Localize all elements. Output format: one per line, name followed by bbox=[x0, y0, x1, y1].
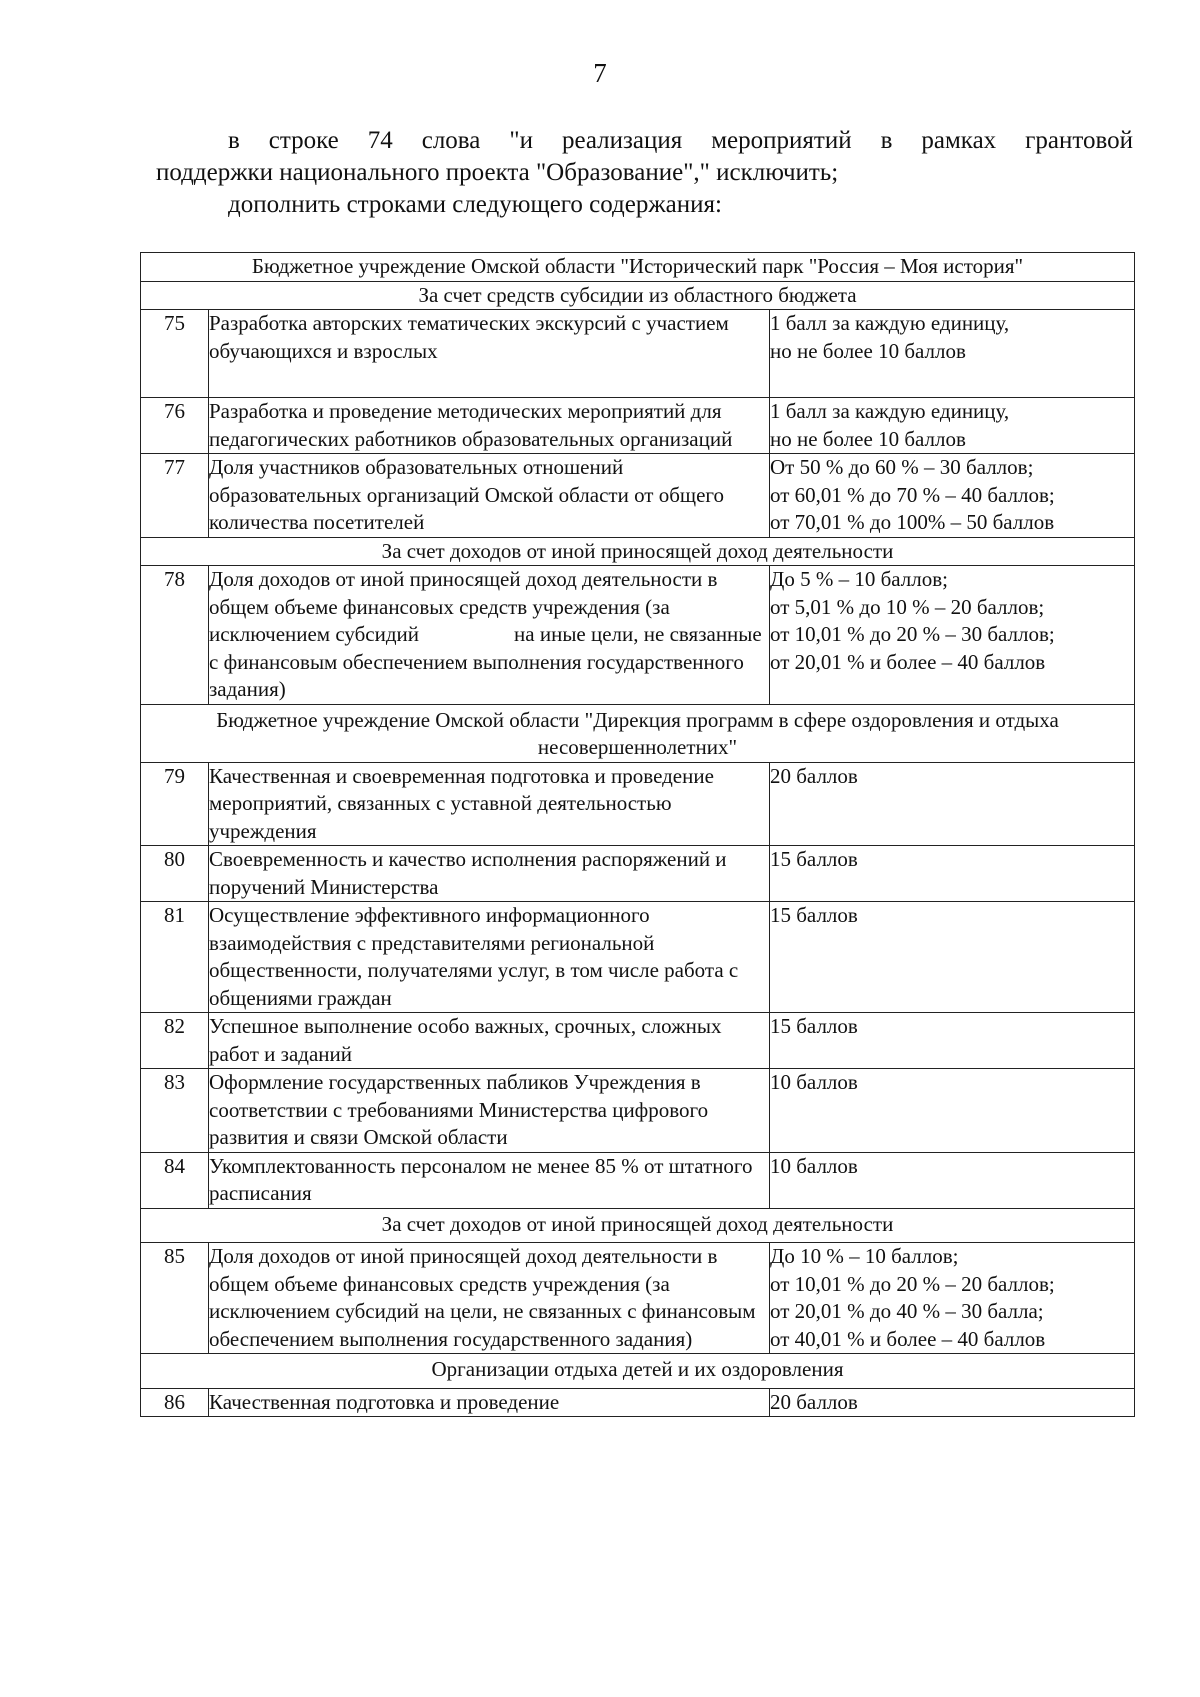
row-score: 15 баллов bbox=[770, 902, 1135, 1013]
row-number: 78 bbox=[141, 566, 209, 705]
funding-source-subsidy: За счет средств субсидии из областного бюджета bbox=[141, 281, 1135, 310]
description-part: на bbox=[514, 622, 535, 646]
row-number: 83 bbox=[141, 1069, 209, 1153]
row-score bbox=[770, 1243, 1135, 1354]
row-number: 75 bbox=[141, 310, 209, 398]
row-number: 79 bbox=[141, 762, 209, 846]
funding-source-income: За счет доходов от иной приносящей доход деятельности bbox=[141, 537, 1135, 566]
row-description: Качественная и своевременная подготовка и проведение мероприятий, связанных с уставной деятельностью учреждения bbox=[209, 762, 770, 846]
table-row bbox=[141, 902, 1135, 1013]
table-row bbox=[141, 1013, 1135, 1069]
funding-source-income: За счет доходов от иной приносящей доход деятельности bbox=[141, 1208, 1135, 1243]
row-description: Доля участников образовательных отношений образовательных организаций Омской области от общего количества посетителей bbox=[209, 454, 770, 538]
table-row bbox=[141, 454, 1135, 538]
row-score: 20 баллов bbox=[770, 762, 1135, 846]
org-header-recreation: Организации отдыха детей и их оздоровления bbox=[141, 1354, 1135, 1389]
score-line: от 10,01 % до 20 % – 30 баллов; bbox=[770, 622, 1055, 646]
score-line: но не более 10 баллов bbox=[770, 338, 966, 363]
funding-source-row bbox=[141, 1208, 1135, 1243]
org-header-directorate: Бюджетное учреждение Омской области "Дирекция программ в сфере оздоровления и отдыха несовершеннолетних" bbox=[141, 704, 1135, 762]
row-description: Разработка и проведение методических мероприятий для педагогических работников образовательных организаций bbox=[209, 398, 770, 454]
row-description: Качественная подготовка и проведение bbox=[209, 1388, 770, 1417]
intro-line-2: поддержки национального проекта "Образование"," исключить; bbox=[156, 159, 839, 186]
row-description: Укомплектованность персоналом не менее 85 % от штатного расписания bbox=[209, 1152, 770, 1208]
table-row bbox=[141, 566, 1135, 705]
score-line: но не более 10 баллов bbox=[770, 426, 966, 451]
row-number: 84 bbox=[141, 1152, 209, 1208]
score-line: от 70,01 % до 100% – 50 баллов bbox=[770, 510, 1055, 534]
row-score: 20 баллов bbox=[770, 1388, 1135, 1417]
intro-line-1: в строке 74 слова "и реализация мероприятий в рамках грантовой bbox=[228, 127, 1133, 154]
org-header-row bbox=[141, 253, 1135, 282]
table-row bbox=[141, 310, 1135, 398]
row-number: 80 bbox=[141, 846, 209, 902]
score-line: от 40,01 % и более – 40 баллов bbox=[770, 1326, 1046, 1351]
row-description: Оформление государственных пабликов Учреждения в соответствии с требованиями Министерства цифрового развития и связи Омской области bbox=[209, 1069, 770, 1153]
row-number: 86 bbox=[141, 1388, 209, 1417]
score-line: от 5,01 % до 10 % – 20 баллов; bbox=[770, 594, 1045, 619]
row-number: 85 bbox=[141, 1243, 209, 1354]
row-number: 81 bbox=[141, 902, 209, 1013]
table-row bbox=[141, 846, 1135, 902]
table-row bbox=[141, 1069, 1135, 1153]
row-description bbox=[209, 566, 770, 705]
intro-line-3: дополнить строками следующего содержания: bbox=[228, 191, 722, 218]
description-part: иные цели, не связанные с финансовым обеспечением выполнения государственного задания) bbox=[209, 622, 762, 701]
funding-source-row bbox=[141, 281, 1135, 310]
row-number: 76 bbox=[141, 398, 209, 454]
row-description: Успешное выполнение особо важных, срочных, сложных работ и заданий bbox=[209, 1013, 770, 1069]
table-row bbox=[141, 1152, 1135, 1208]
description-part: Доля доходов от иной приносящей доход деятельности в общем объеме финансовых средств учреждения (за исключением субсидий bbox=[209, 567, 718, 646]
score-line: от 20,01 % до 40 % – 30 балла; bbox=[770, 1299, 1044, 1323]
funding-source-row bbox=[141, 537, 1135, 566]
score-line: 1 балл за каждую единицу, bbox=[770, 311, 1010, 335]
row-score: 15 баллов bbox=[770, 846, 1135, 902]
row-score bbox=[770, 566, 1135, 705]
row-description: Своевременность и качество исполнения распоряжений и поручений Министерства bbox=[209, 846, 770, 902]
row-number: 82 bbox=[141, 1013, 209, 1069]
criteria-table bbox=[140, 252, 1135, 1417]
table-row bbox=[141, 1243, 1135, 1354]
row-description: Разработка авторских тематических экскурсий с участием обучающихся и взрослых bbox=[209, 310, 770, 398]
row-description: Доля доходов от иной приносящей доход деятельности в общем объеме финансовых средств учреждения (за исключением субсидий на цели, не связанных с финансовым обеспечением выполнения государственного задания) bbox=[209, 1243, 770, 1354]
page-number: 7 bbox=[593, 58, 607, 88]
score-line: 1 балл за каждую единицу, bbox=[770, 399, 1010, 423]
org-header-row bbox=[141, 1354, 1135, 1389]
row-score: 10 баллов bbox=[770, 1152, 1135, 1208]
row-number: 77 bbox=[141, 454, 209, 538]
org-header-historical-park: Бюджетное учреждение Омской области "Исторический парк "Россия – Моя история" bbox=[141, 253, 1135, 282]
row-score bbox=[770, 398, 1135, 454]
row-score bbox=[770, 310, 1135, 398]
score-line: До 10 % – 10 баллов; bbox=[770, 1244, 959, 1268]
score-line: От 50 % до 60 % – 30 баллов; bbox=[770, 455, 1034, 479]
score-line: от 10,01 % до 20 % – 20 баллов; bbox=[770, 1271, 1055, 1296]
row-score: 10 баллов bbox=[770, 1069, 1135, 1153]
table-row bbox=[141, 1388, 1135, 1417]
table-row bbox=[141, 762, 1135, 846]
row-score: 15 баллов bbox=[770, 1013, 1135, 1069]
org-header-row bbox=[141, 704, 1135, 762]
row-score bbox=[770, 454, 1135, 538]
table-row bbox=[141, 398, 1135, 454]
score-line: от 60,01 % до 70 % – 40 баллов; bbox=[770, 482, 1055, 507]
score-line: До 5 % – 10 баллов; bbox=[770, 567, 948, 591]
row-description: Осуществление эффективного информационного взаимодействия с представителями региональной общественности, получателями услуг, в том числе работа с общениями граждан bbox=[209, 902, 770, 1013]
score-line: от 20,01 % и более – 40 баллов bbox=[770, 649, 1046, 674]
